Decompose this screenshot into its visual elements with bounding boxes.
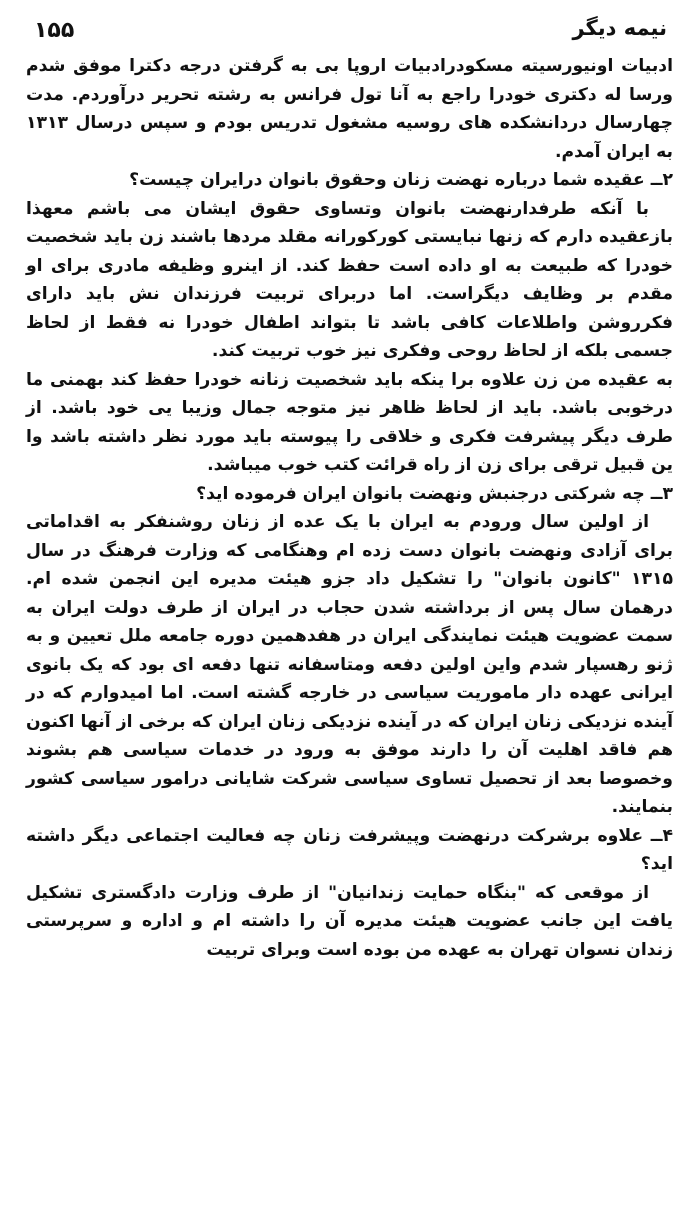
body-text [26,52,673,964]
question-4: ۴ــ علاوه برشرکت درنهضت وپیشرفت زنان چه فعالیت اجتماعی دیگر داشته اید؟ [26,825,673,874]
running-title: نیمه دیگر [572,16,667,40]
paragraph-biography: ادبیات اونیورسیته مسکودرادبیات اروپا بی به گرفتن درجه دکترا موفق شدم ورسا له دکتری خودرا راجع به آنا تول فرانس به رشته تحریر درآوردم. مدت چهارسال دردانشکده های روسیه مشغول تدریس بودم و سپس درسال ۱۳۱۳ به ایران آمدم. [26,56,673,162]
question-3: ۳ــ چه شرکتی درجنبش ونهضت بانوان ایران فرموده اید؟ [196,483,673,504]
answer-2-paragraph-2: به عقیده من زن علاوه برا ینکه باید شخصیت زنانه خودرا حفظ کند بهمنی ما درخوبی باشد. باید از لحاظ ظاهر نیز متوجه جمال وزیبا یی خود باشد. از طرف دیگر پیشرفت فکری و خلاقی را پیوسته باید مورد نظر داشته باشد وا ین قبیل ترقی برای زن از راه قرائت کتب خوب میباشد. [26,369,673,475]
page-number: ۱۵۵ [34,18,75,43]
page-header [26,12,673,52]
answer-4-paragraph: از موقعی که "بنگاه حمایت زندانیان" از طرف وزارت دادگستری تشکیل یافت این جانب عضویت هیئت مدیره آن را داشته ام و اداره و سرپرستی زندان نسوان تهران به عهده من بوده است وبرای تربیت [26,882,673,960]
question-2: ۲ــ عقیده شما درباره نهضت زنان وحقوق بانوان درایران چیست؟ [129,170,673,190]
answer-3-paragraph: از اولین سال ورودم به ایران با یک عده از زنان روشنفکر به اقداماتی برای آزادی ونهضت بانوان دست زده ام وهنگامی که وزارت فرهنگ در سال ۱۳۱۵ "کانون بانوان" را تشکیل داد جزو هیئت مدیره این انجمن شده ام. درهمان سال پس از برداشته شدن حجاب در ایران از طرف دولت ایران به سمت عضویت هیئت نمایندگی ایران در هفدهمین دوره جامعه ملل تعیین و به ژنو رهسپار شدم واین اولین دفعه ومتاسفانه تنها دفعه ای بود که یک بانوی ایرانی عهده دار ماموریت سیاسی در خارجه گشته است. اما امیدوارم که در آینده نزدیکی زنان ایران که در آینده نزدیکی زنان ایران که برخی از آنها اکنون هم فاقد اهلیت آن را دارند موفق به ورود در خدمات سیاسی هم بشوند وخصوصا بعد از تحصیل تساوی سیاسی شرکت شایانی درامور سیاسی کشور بنمایند. [26,512,673,817]
answer-2-paragraph-1: با آنکه طرفدارنهضت بانوان وتساوی حقوق ایشان می باشم معهذا بازعقیده دارم که زنها نبایستی کورکورانه مقلد مردها باشند زن باید شخصیت خودرا که طبیعت به او داده است حفظ کند. از اینرو وظیفه مادری برای او مقدم بر وظایف دیگراست. اما دربرای تربیت فرزندان نش باید دارای فکرروشن واطلاعات کافی باشد تا بتواند اطفال خودرا نه فقط از لحاظ جسمی بلکه از لحاظ روحی وفکری نیز خوب تربیت کند. [26,198,673,361]
